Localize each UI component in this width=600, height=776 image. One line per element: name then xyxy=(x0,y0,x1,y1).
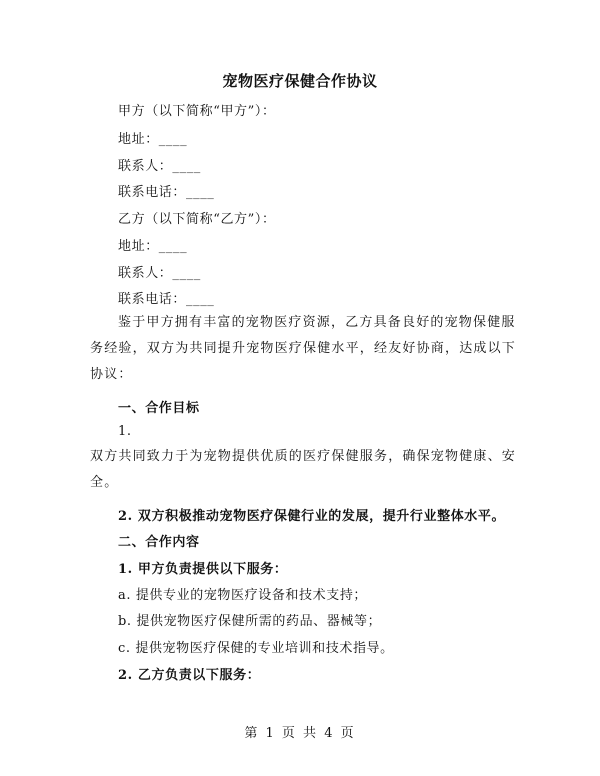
page-footer: 第 1 页 共 4 页 xyxy=(244,726,356,741)
section-1-item-2: 2. 双方积极推动宠物医疗保健行业的发展，提升行业整体水平。 xyxy=(118,509,506,524)
section-1-item-1-number: 1. xyxy=(118,424,132,439)
section-2-sub-2: 2. 乙方负责以下服务： xyxy=(118,668,261,683)
party-a-address: 地址：____ xyxy=(118,132,188,147)
party-a-phone: 联系电话：____ xyxy=(118,185,215,200)
section-1-heading: 一、合作目标 xyxy=(118,401,200,416)
section-1-item-1-text: 双方共同致力于为宠物提供优质的医疗保健服务，确保宠物健康、安全。 xyxy=(90,449,517,490)
section-2-sub-1: 1. 甲方负责提供以下服务： xyxy=(118,562,288,577)
section-2-item-a: a. 提供专业的宠物医疗设备和技术支持； xyxy=(118,588,368,603)
party-a-contact: 联系人：____ xyxy=(118,159,201,174)
section-2-heading: 二、合作内容 xyxy=(118,535,200,550)
section-2-item-b: b. 提供宠物医疗保健所需的药品、器械等； xyxy=(118,614,382,629)
party-a-heading: 甲方（以下简称“甲方”）： xyxy=(118,104,276,119)
party-b-contact: 联系人：____ xyxy=(118,266,201,281)
preamble-paragraph: 鉴于甲方拥有丰富的宠物医疗资源，乙方具备良好的宠物保健服务经验，双方为共同提升宠物医疗保健水平，经友好协商，达成以下协议： xyxy=(90,315,517,382)
section-2-item-c: c. 提供宠物医疗保健的专业培训和技术指导。 xyxy=(118,641,394,656)
party-b-phone: 联系电话：____ xyxy=(118,292,215,307)
document-title: 宠物医疗保健合作协议 xyxy=(222,72,378,90)
party-b-address: 地址：____ xyxy=(118,239,188,254)
party-b-heading: 乙方（以下简称“乙方”）： xyxy=(118,212,276,227)
